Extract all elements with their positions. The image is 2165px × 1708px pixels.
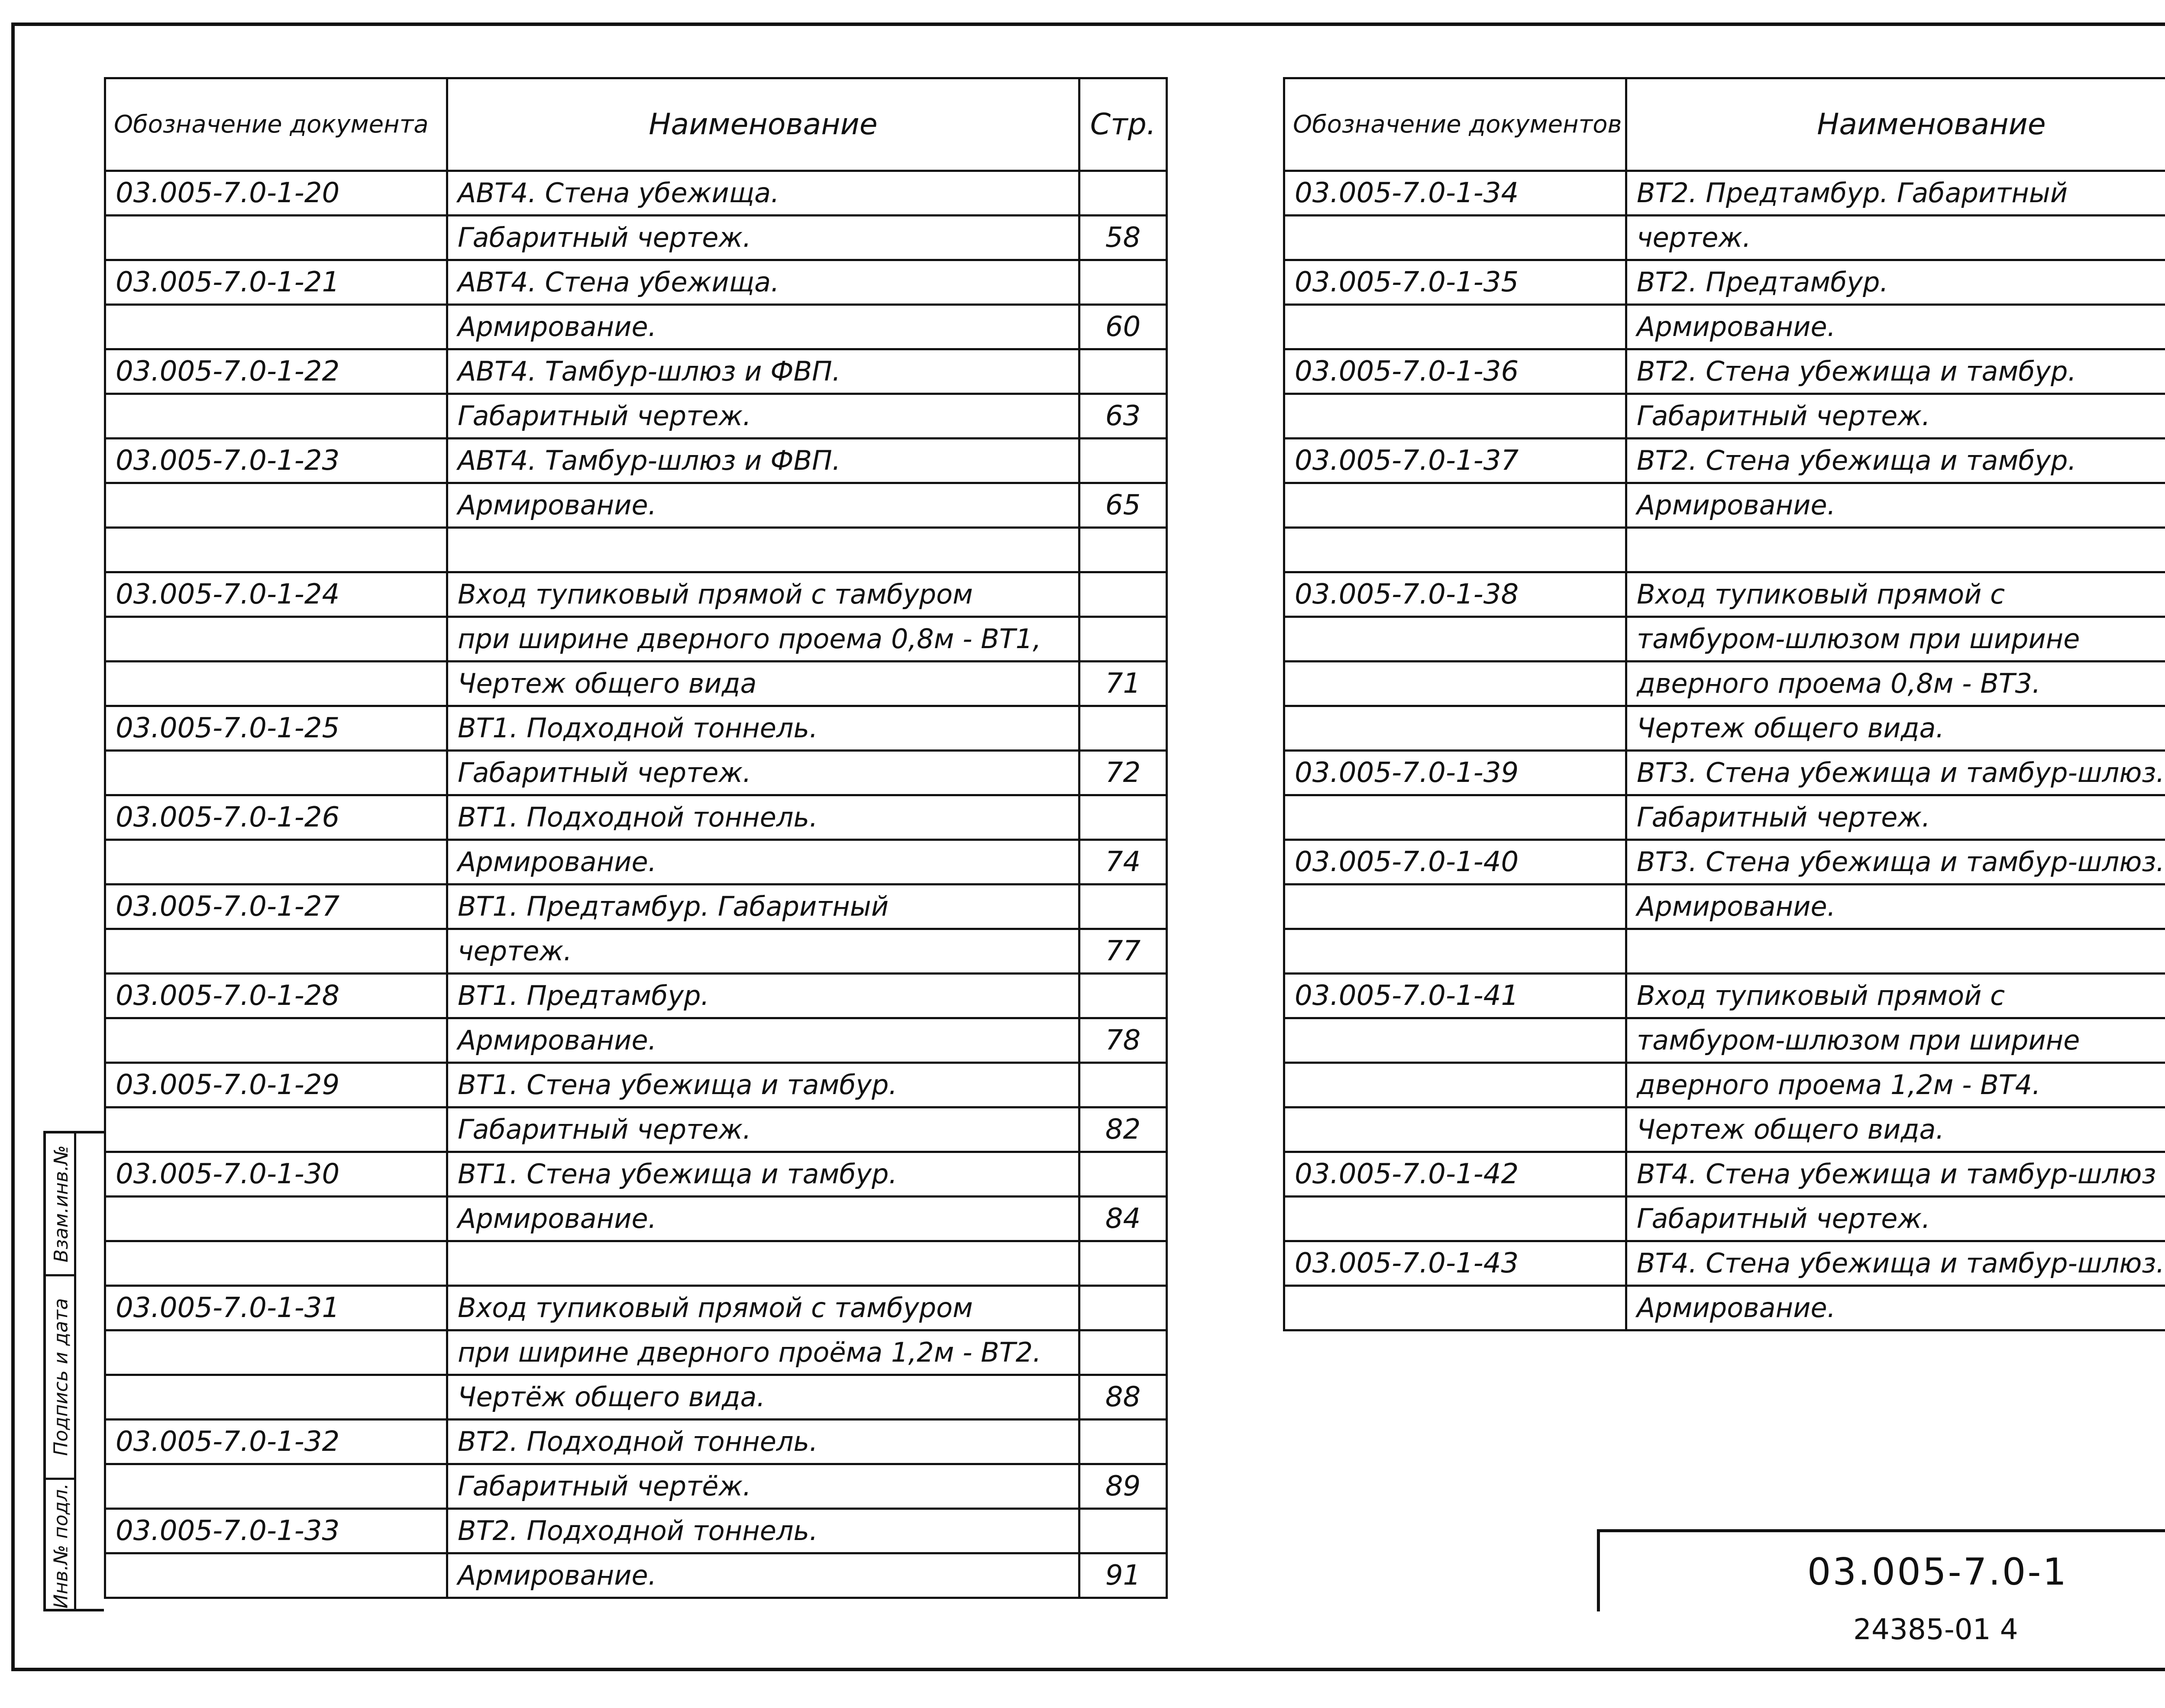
- code-cell: [105, 1553, 447, 1598]
- table-row: [105, 840, 1167, 885]
- name-cell: Армирование.: [1626, 483, 2165, 528]
- page-cell: 82: [1079, 1107, 1167, 1152]
- table-row: [1284, 171, 2165, 216]
- page-cell: [1079, 1509, 1167, 1553]
- table-row: [1284, 572, 2165, 617]
- document-code: 03.005-7.0-1: [1807, 1550, 2068, 1594]
- name-cell: АВТ4. Стена убежища.: [447, 171, 1079, 216]
- code-cell: 03.005-7.0-1-33: [105, 1509, 447, 1553]
- table-row: [105, 885, 1167, 929]
- code-cell: 03.005-7.0-1-26: [105, 795, 447, 840]
- name-cell: при ширине дверного проёма 1,2м - ВТ2.: [447, 1330, 1079, 1375]
- code-cell: [1284, 1107, 1626, 1152]
- archive-number: 24385-01 4: [1853, 1613, 2018, 1646]
- name-cell: Габаритный чертеж.: [447, 394, 1079, 439]
- page-cell: [1079, 528, 1167, 572]
- page-cell: [1079, 617, 1167, 662]
- name-cell: АВТ4. Стена убежища.: [447, 260, 1079, 305]
- code-cell: 03.005-7.0-1-43: [1284, 1241, 1626, 1286]
- code-cell: 03.005-7.0-1-23: [105, 439, 447, 483]
- page-cell: [1079, 885, 1167, 929]
- table-row: [105, 1330, 1167, 1375]
- name-cell: Армирование.: [447, 1553, 1079, 1598]
- name-cell: дверного проема 0,8м - ВТ3.: [1626, 662, 2165, 706]
- code-cell: 03.005-7.0-1-32: [105, 1420, 447, 1464]
- code-cell: [1284, 1018, 1626, 1063]
- code-cell: 03.005-7.0-1-21: [105, 260, 447, 305]
- name-cell: тамбуром-шлюзом при ширине: [1626, 1018, 2165, 1063]
- name-cell: [1626, 528, 2165, 572]
- table-row: [105, 706, 1167, 751]
- name-cell: Армирование.: [1626, 305, 2165, 349]
- name-cell: ВТ4. Стена убежища и тамбур-шлюз: [1626, 1152, 2165, 1197]
- code-cell: [105, 1197, 447, 1241]
- name-cell: ВТ1. Стена убежища и тамбур.: [447, 1063, 1079, 1107]
- page-cell: [1079, 572, 1167, 617]
- code-cell: 03.005-7.0-1-22: [105, 349, 447, 394]
- name-cell: Габаритный чертеж.: [447, 1107, 1079, 1152]
- table-row: [1284, 1286, 2165, 1330]
- table-row: [105, 1152, 1167, 1197]
- table-row: [1284, 929, 2165, 974]
- code-cell: [105, 1107, 447, 1152]
- page-cell: 63: [1079, 394, 1167, 439]
- table-row: [1284, 528, 2165, 572]
- name-cell: ВТ2. Подходной тоннель.: [447, 1509, 1079, 1553]
- name-cell: чертеж.: [447, 929, 1079, 974]
- table-row: [105, 1107, 1167, 1152]
- page-cell: [1079, 974, 1167, 1018]
- name-cell: Армирование.: [447, 1018, 1079, 1063]
- page-cell: [1079, 171, 1167, 216]
- code-cell: [1284, 483, 1626, 528]
- code-cell: [1284, 885, 1626, 929]
- inv-no-cell: Инв.№ подл.: [50, 1483, 72, 1608]
- code-cell: [1284, 795, 1626, 840]
- name-cell: Габаритный чертеж.: [1626, 1197, 2165, 1241]
- code-cell: 03.005-7.0-1-36: [1284, 349, 1626, 394]
- page-cell: [1079, 260, 1167, 305]
- code-cell: [105, 751, 447, 795]
- name-cell: Габаритный чертеж.: [1626, 795, 2165, 840]
- table-row: [1284, 974, 2165, 1018]
- code-cell: [105, 840, 447, 885]
- page-cell: 58: [1079, 216, 1167, 260]
- name-cell: [447, 528, 1079, 572]
- name-cell: тамбуром-шлюзом при ширине: [1626, 617, 2165, 662]
- table-row: [1284, 1018, 2165, 1063]
- page-cell: 84: [1079, 1197, 1167, 1241]
- name-cell: Габаритный чертеж.: [447, 751, 1079, 795]
- table-row: [105, 1464, 1167, 1509]
- name-cell: Чертёж общего вида.: [447, 1375, 1079, 1420]
- code-cell: 03.005-7.0-1-34: [1284, 171, 1626, 216]
- name-cell: Вход тупиковый прямой с тамбуром: [447, 1286, 1079, 1330]
- code-cell: [1284, 394, 1626, 439]
- table-row: [105, 260, 1167, 305]
- code-cell: 03.005-7.0-1-37: [1284, 439, 1626, 483]
- name-cell: Чертеж общего вида: [447, 662, 1079, 706]
- name-cell: Армирование.: [1626, 885, 2165, 929]
- name-cell: ВТ2. Подходной тоннель.: [447, 1420, 1079, 1464]
- name-cell: Вход тупиковый прямой с: [1626, 974, 2165, 1018]
- header-page: Стр.: [1079, 78, 1167, 171]
- name-cell: Армирование.: [447, 305, 1079, 349]
- page-cell: [1079, 439, 1167, 483]
- header-name: Наименование: [447, 78, 1079, 171]
- code-cell: 03.005-7.0-1-29: [105, 1063, 447, 1107]
- page-cell: [1079, 349, 1167, 394]
- page-cell: 71: [1079, 662, 1167, 706]
- table-row: [1284, 1197, 2165, 1241]
- code-cell: [1284, 1063, 1626, 1107]
- table-row: [105, 1063, 1167, 1107]
- code-cell: 03.005-7.0-1-38: [1284, 572, 1626, 617]
- code-cell: [1284, 929, 1626, 974]
- name-cell: Армирование.: [447, 840, 1079, 885]
- table-row: [105, 1375, 1167, 1420]
- code-cell: [1284, 706, 1626, 751]
- name-cell: АВТ4. Тамбур-шлюз и ФВП.: [447, 439, 1079, 483]
- table-row: [105, 929, 1167, 974]
- table-row: [105, 1241, 1167, 1286]
- name-cell: ВТ1. Подходной тоннель.: [447, 706, 1079, 751]
- table-row: [1284, 394, 2165, 439]
- table-row: [105, 216, 1167, 260]
- code-cell: [105, 1375, 447, 1420]
- table-row: [105, 439, 1167, 483]
- name-cell: ВТ3. Стена убежища и тамбур-шлюз.: [1626, 751, 2165, 795]
- code-cell: [1284, 528, 1626, 572]
- code-cell: [105, 1464, 447, 1509]
- page-cell: [1079, 706, 1167, 751]
- page-cell: 65: [1079, 483, 1167, 528]
- table-row: [105, 1420, 1167, 1464]
- code-cell: [105, 305, 447, 349]
- name-cell: Габаритный чертеж.: [1626, 394, 2165, 439]
- name-cell: Армирование.: [447, 1197, 1079, 1241]
- code-cell: [1284, 216, 1626, 260]
- name-cell: Чертеж общего вида.: [1626, 1107, 2165, 1152]
- code-cell: 03.005-7.0-1-28: [105, 974, 447, 1018]
- page-cell: [1079, 1241, 1167, 1286]
- page-cell: 77: [1079, 929, 1167, 974]
- code-cell: [105, 1330, 447, 1375]
- table-row: [105, 1197, 1167, 1241]
- name-cell: [1626, 929, 2165, 974]
- contents-table-left: [104, 77, 1168, 1599]
- table-row: [105, 1509, 1167, 1553]
- name-cell: ВТ1. Стена убежища и тамбур.: [447, 1152, 1079, 1197]
- header-code: Обозначение документов: [1284, 78, 1626, 171]
- code-cell: [1284, 1286, 1626, 1330]
- name-cell: Чертеж общего вида.: [1626, 706, 2165, 751]
- code-cell: [105, 1241, 447, 1286]
- table-row: [1284, 662, 2165, 706]
- table-row: [105, 1018, 1167, 1063]
- table-row: [105, 572, 1167, 617]
- page-cell: [1079, 1286, 1167, 1330]
- name-cell: Вход тупиковый прямой с: [1626, 572, 2165, 617]
- table-row: [1284, 1241, 2165, 1286]
- name-cell: ВТ1. Предтамбур.: [447, 974, 1079, 1018]
- swap-inv-cell: Взам.инв.№: [46, 1133, 76, 1276]
- name-cell: ВТ1. Подходной тоннель.: [447, 795, 1079, 840]
- code-cell: [105, 216, 447, 260]
- code-cell: [1284, 662, 1626, 706]
- signature-date-cell: Подпись и дата: [46, 1276, 76, 1480]
- table-row: [105, 1553, 1167, 1598]
- header-code: Обозначение документа: [105, 78, 447, 171]
- left-table-body: [105, 171, 1167, 1598]
- code-cell: [1284, 305, 1626, 349]
- table-row: [105, 617, 1167, 662]
- page-cell: 60: [1079, 305, 1167, 349]
- table-row: [105, 394, 1167, 439]
- table-row: [105, 528, 1167, 572]
- name-cell: ВТ3. Стена убежища и тамбур-шлюз.: [1626, 840, 2165, 885]
- code-cell: 03.005-7.0-1-40: [1284, 840, 1626, 885]
- table-row: [105, 795, 1167, 840]
- name-cell: ВТ2. Предтамбур.: [1626, 260, 2165, 305]
- table-row: [105, 305, 1167, 349]
- contents-table-right: [1283, 77, 2165, 1331]
- page-cell: 89: [1079, 1464, 1167, 1509]
- code-cell: [105, 617, 447, 662]
- table-row: [105, 349, 1167, 394]
- table-row: [105, 1286, 1167, 1330]
- code-cell: [105, 394, 447, 439]
- name-cell: при ширине дверного проема 0,8м - ВТ1,: [447, 617, 1079, 662]
- header-name: Наименование: [1626, 78, 2165, 171]
- side-strip: [43, 1131, 104, 1611]
- table-row: [1284, 1152, 2165, 1197]
- table-row: [1284, 885, 2165, 929]
- table-row: [1284, 617, 2165, 662]
- table-row: [1284, 1063, 2165, 1107]
- code-cell: 03.005-7.0-1-41: [1284, 974, 1626, 1018]
- code-cell: [1284, 1197, 1626, 1241]
- table-row: [1284, 751, 2165, 795]
- name-cell: чертеж.: [1626, 216, 2165, 260]
- name-cell: АВТ4. Тамбур-шлюз и ФВП.: [447, 349, 1079, 394]
- code-cell: 03.005-7.0-1-31: [105, 1286, 447, 1330]
- name-cell: ВТ2. Стена убежища и тамбур.: [1626, 349, 2165, 394]
- table-row: [1284, 1107, 2165, 1152]
- name-cell: дверного проема 1,2м - ВТ4.: [1626, 1063, 2165, 1107]
- code-cell: 03.005-7.0-1-25: [105, 706, 447, 751]
- name-cell: Армирование.: [1626, 1286, 2165, 1330]
- title-block: [1597, 1529, 2165, 1611]
- name-cell: Вход тупиковый прямой с тамбуром: [447, 572, 1079, 617]
- name-cell: ВТ2. Стена убежища и тамбур.: [1626, 439, 2165, 483]
- table-row: [105, 171, 1167, 216]
- name-cell: ВТ1. Предтамбур. Габаритный: [447, 885, 1079, 929]
- page-cell: 72: [1079, 751, 1167, 795]
- table-row: [105, 483, 1167, 528]
- page-cell: [1079, 1152, 1167, 1197]
- code-cell: [1284, 617, 1626, 662]
- code-cell: 03.005-7.0-1-39: [1284, 751, 1626, 795]
- table-row: [1284, 706, 2165, 751]
- table-row: [1284, 305, 2165, 349]
- page-cell: 74: [1079, 840, 1167, 885]
- table-row: [1284, 795, 2165, 840]
- name-cell: ВТ4. Стена убежища и тамбур-шлюз.: [1626, 1241, 2165, 1286]
- code-cell: [105, 929, 447, 974]
- page-cell: [1079, 1063, 1167, 1107]
- table-row: [1284, 216, 2165, 260]
- code-cell: [105, 662, 447, 706]
- page-cell: [1079, 1420, 1167, 1464]
- table-row: [1284, 349, 2165, 394]
- code-cell: [105, 1018, 447, 1063]
- name-cell: Габаритный чертёж.: [447, 1464, 1079, 1509]
- table-row: [105, 751, 1167, 795]
- code-cell: 03.005-7.0-1-20: [105, 171, 447, 216]
- code-cell: 03.005-7.0-1-35: [1284, 260, 1626, 305]
- code-cell: [105, 528, 447, 572]
- page-cell: 91: [1079, 1553, 1167, 1598]
- table-row: [105, 662, 1167, 706]
- page-cell: 78: [1079, 1018, 1167, 1063]
- name-cell: Армирование.: [447, 483, 1079, 528]
- code-cell: 03.005-7.0-1-30: [105, 1152, 447, 1197]
- page-cell: [1079, 1330, 1167, 1375]
- right-table-body: [1284, 171, 2165, 1330]
- name-cell: Габаритный чертеж.: [447, 216, 1079, 260]
- table-row: [1284, 840, 2165, 885]
- code-cell: [105, 483, 447, 528]
- table-row: [1284, 483, 2165, 528]
- table-row: [1284, 260, 2165, 305]
- code-cell: 03.005-7.0-1-42: [1284, 1152, 1626, 1197]
- table-row: [105, 974, 1167, 1018]
- name-cell: ВТ2. Предтамбур. Габаритный: [1626, 171, 2165, 216]
- name-cell: [447, 1241, 1079, 1286]
- code-cell: 03.005-7.0-1-24: [105, 572, 447, 617]
- code-cell: 03.005-7.0-1-27: [105, 885, 447, 929]
- page-cell: [1079, 795, 1167, 840]
- page-cell: 88: [1079, 1375, 1167, 1420]
- table-row: [1284, 439, 2165, 483]
